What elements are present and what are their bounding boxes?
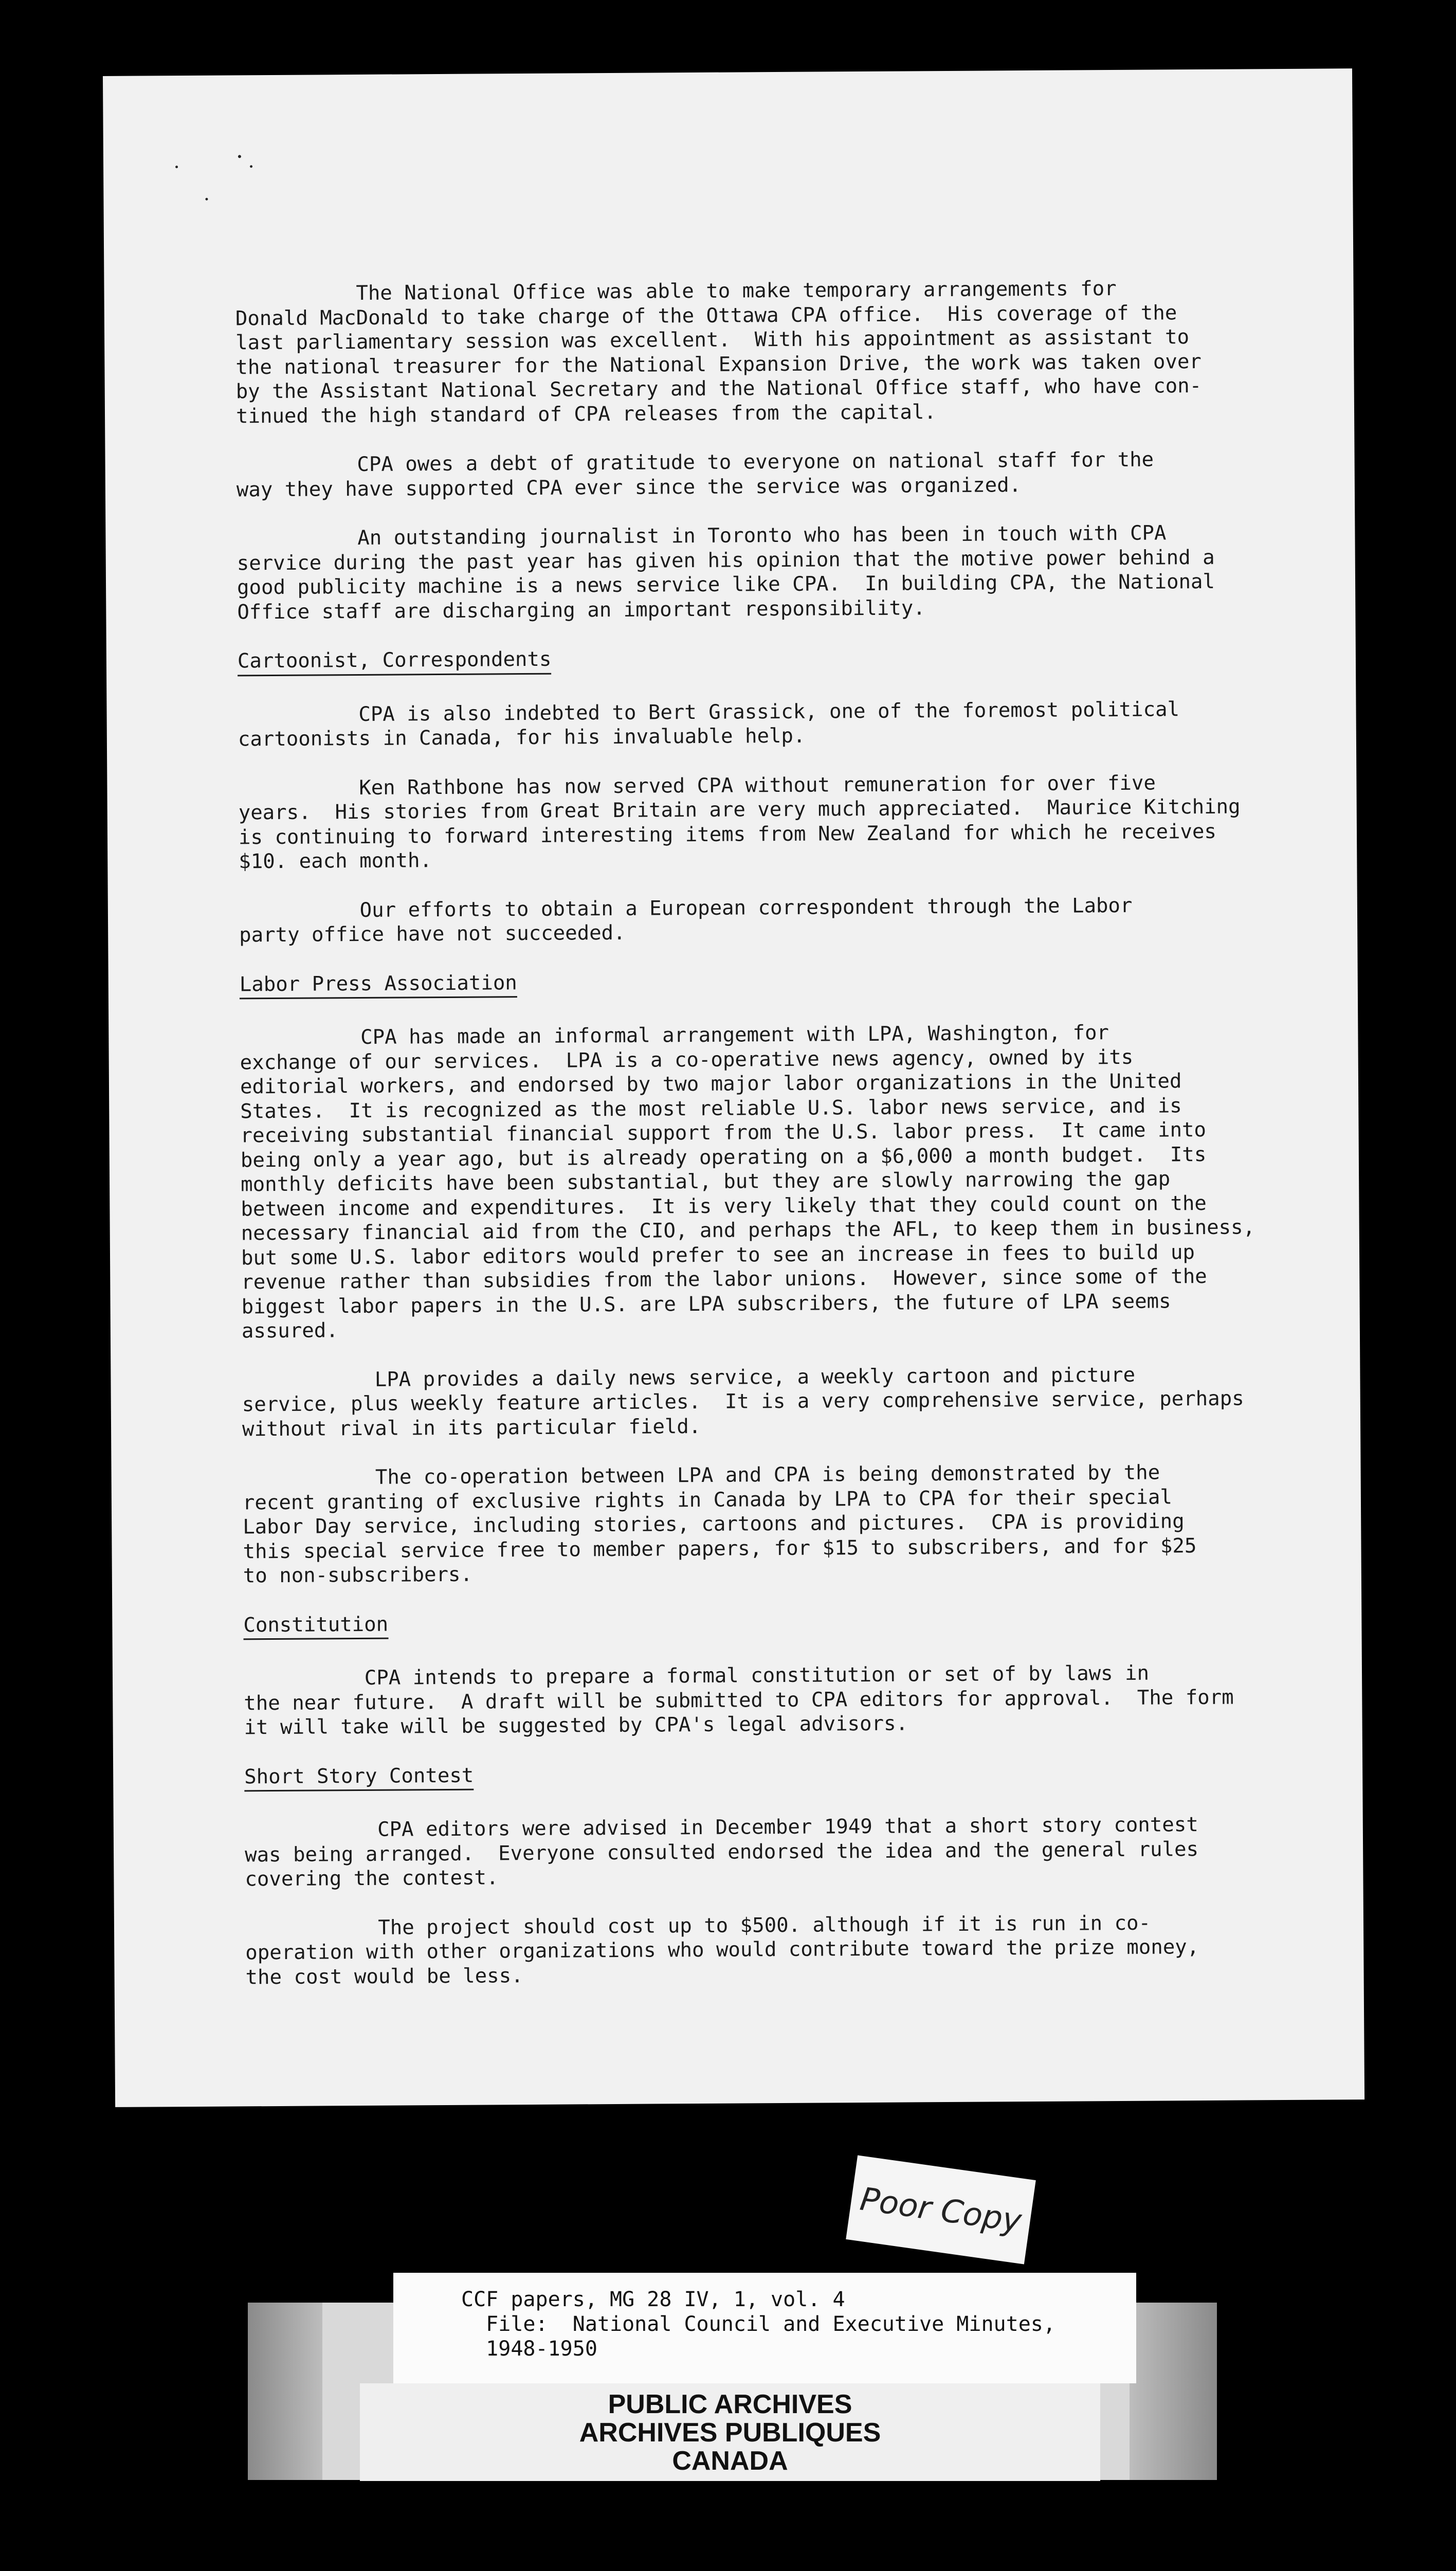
paragraph: CPA has made an informal arrangement with LPA, Washington, for exchange of our services. LPA is a co-operative news agency, owned by its editorial workers, and endorsed by two major labor organizations in the United States. It is recognized as the most reliable U.S. labor news service, and is receiving substantial financial support from the U.S. labor press. It came into being only a year ago, but is already operating on a $6,000 a month budget. Its monthly deficits have been substantial, but they are slowly narrowing the gap between income and expenditures. It is very likely that they could count on the necessary financial aid from the CIO, and perhaps the AFL, to keep them in business, but some U.S. labor editors would prefer to see an increase in fees to build up revenue rather than subsidies from the labor unions. However, since some of the biggest labor papers in the U.S. are LPA subscribers, the future of LPA seems assured. — [240, 1021, 1255, 1343]
stamp-line-1: PUBLIC ARCHIVES — [608, 2389, 852, 2419]
handwritten-poor-copy-note: Poor Copy — [846, 2155, 1036, 2264]
label-edge-right — [1130, 2303, 1217, 2480]
document-body — [235, 276, 1274, 2014]
label-edge-left — [248, 2303, 322, 2480]
archive-reference-text — [461, 2287, 1055, 2361]
section-heading-cartoonist: Cartoonist, Correspondents — [238, 647, 552, 676]
paragraph: CPA intends to prepare a formal constitution or set of by laws in the near future. A draft will be submitted to CPA editors for approval. The form it will take will be suggested by CPA's legal advisors. — [243, 1661, 1234, 1740]
document-page — [103, 68, 1364, 2107]
paragraph: Our efforts to obtain a European correspondent through the Labor party office have not succeeded. — [239, 894, 1133, 947]
archive-reference-label — [393, 2273, 1136, 2383]
page-speck — [238, 155, 241, 158]
paragraph: CPA editors were advised in December 1949 that a short story contest was being arranged. Everyone consulted endorsed the idea and the general rules covering the contest. — [244, 1813, 1199, 1891]
paragraph: CPA is also indebted to Bert Grassick, one of the foremost political cartoonists in Canada, for his invaluable help. — [238, 697, 1180, 751]
stamp-line-2: ARCHIVES PUBLIQUES — [579, 2418, 881, 2448]
stamp-line-3: CANADA — [672, 2446, 788, 2476]
section-heading-labor-press: Labor Press Association — [240, 971, 517, 1000]
paragraph: The co-operation between LPA and CPA is being demonstrated by the recent granting of exclusive rights in Canada by LPA to CPA for their special Labor Day service, including stories, cartoons and pictures. CPA is providing this special service free to member papers, for $15 to subscribers, and for $25 to non-subscribers. — [242, 1461, 1197, 1588]
reference-line-3: 1948-1950 — [461, 2337, 597, 2361]
page-speck — [205, 198, 208, 201]
section-heading-constitution: Constitution — [243, 1612, 388, 1640]
section-heading-short-story: Short Story Contest — [244, 1763, 474, 1791]
page-speck — [175, 166, 178, 168]
paragraph: An outstanding journalist in Toronto who has been in touch with CPA service during the past year has given his opinion that the motive power behind a good publicity machine is a news service like CPA. In building CPA, the National Office staff are discharging an important responsibility. — [236, 521, 1215, 624]
reference-line-2: File: National Council and Executive Minutes, — [461, 2312, 1055, 2336]
page-speck — [250, 165, 252, 168]
reference-line-1: CCF papers, MG 28 IV, 1, vol. 4 — [461, 2288, 845, 2311]
public-archives-stamp — [360, 2383, 1100, 2481]
paragraph: LPA provides a daily news service, a weekly cartoon and picture service, plus weekly feature articles. It is a very comprehensive service, perhaps without rival in its particular field. — [242, 1363, 1244, 1441]
paragraph: The project should cost up to $500. although if it is run in co- operation with other organizations who would contribute toward the prize money, the cost would be less. — [245, 1911, 1199, 1989]
paragraph: Ken Rathbone has now served CPA without remuneration for over five years. His stories from Great Britain are very much appreciated. Maurice Kitching is continuing to forward interesting items from New Zealand for which he receives $10. each month. — [238, 771, 1241, 874]
paragraph: CPA owes a debt of gratitude to everyone on national staff for the way they have supported CPA ever since the service was organized. — [236, 448, 1154, 501]
paragraph: The National Office was able to make temporary arrangements for Donald MacDonald to take charge of the Ottawa CPA office. His coverage of the last parliamentary session was excellent. With his appointment as assistant to the national treasurer for the National Expansion Drive, the work was taken over by the Assistant National Secretary and the National Office staff, who have con- tinued the high standard of CPA releases from the capital. — [235, 277, 1202, 428]
